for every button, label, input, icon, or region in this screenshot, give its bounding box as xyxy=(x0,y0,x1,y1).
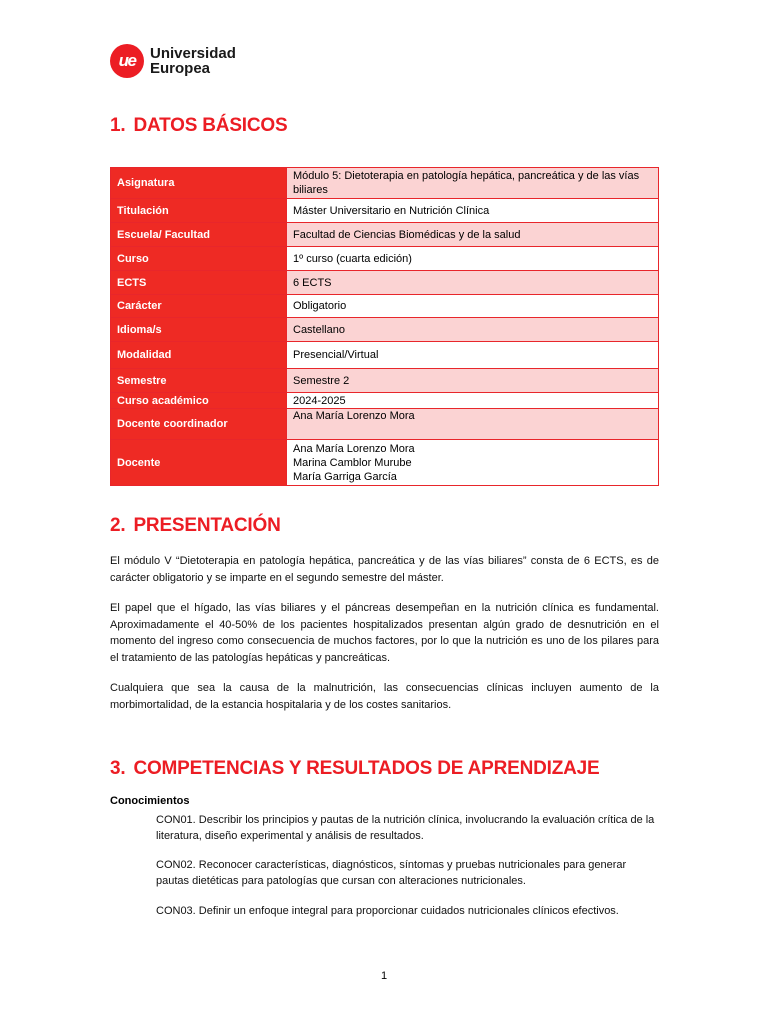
ue-logo-mark: ue xyxy=(110,44,144,78)
row-value: Castellano xyxy=(287,318,659,342)
section-number: 1. xyxy=(110,115,126,136)
section-title: COMPETENCIAS Y RESULTADOS DE APRENDIZAJE xyxy=(133,758,600,779)
competency-con01: CON01. Describir los principios y pautas de la nutrición clínica, involucrando la evaluación crítica de la literatura, diseño experimental y análisis de resultados. xyxy=(156,814,655,842)
row-value: 1º curso (cuarta edición) xyxy=(287,247,659,271)
section-number: 2. xyxy=(110,515,126,536)
row-value: Máster Universitario en Nutrición Clínica xyxy=(287,199,659,223)
row-label: Carácter xyxy=(111,295,287,318)
row-value-docentes xyxy=(287,440,659,486)
row-label: Docente xyxy=(111,440,287,486)
subsection-heading-conocimientos: Conocimientos xyxy=(110,795,190,807)
row-value: 6 ECTS xyxy=(287,271,659,295)
section-title: DATOS BÁSICOS xyxy=(133,115,288,136)
presentation-paragraph-2: El papel que el hígado, las vías biliares y el páncreas desempeñan en la nutrición clínica es fundamental. Aproximadamente el 40-50% de los pacientes hospitalizados presentan algún grado de desnutrición en el momento del ingreso como consecuencia de muchos factores, por lo que la nutrición es uno de los pilares para el tratamiento de las patologías hepáticas y pancreáticas. xyxy=(110,602,659,664)
docente-name: Ana María Lorenzo Mora xyxy=(293,442,415,455)
table-row xyxy=(111,440,659,486)
row-label: Modalidad xyxy=(111,342,287,369)
row-label: Semestre xyxy=(111,369,287,393)
table-row xyxy=(111,393,659,409)
row-label: Escuela/ Facultad xyxy=(111,223,287,247)
docente-name: María Garriga García xyxy=(293,470,397,483)
table-row xyxy=(111,409,659,440)
row-value: 2024-2025 xyxy=(287,393,659,409)
row-label: ECTS xyxy=(111,271,287,295)
competency-con03: CON03. Definir un enfoque integral para proporcionar cuidados nutricionales clínicos efectivos. xyxy=(156,905,619,917)
competency-con02: CON02. Reconocer características, diagnósticos, síntomas y pruebas nutricionales para generar pautas dietéticas para patologías que cursan con alteraciones nutricionales. xyxy=(156,859,627,887)
row-label: Curso xyxy=(111,247,287,271)
section-heading-datos-basicos xyxy=(110,115,287,137)
row-value: Ana María Lorenzo Mora xyxy=(287,409,659,440)
table-row xyxy=(111,199,659,223)
logo-line-1: Universidad xyxy=(150,44,236,62)
table-row xyxy=(111,271,659,295)
table-row xyxy=(111,342,659,369)
page-number: 1 xyxy=(380,970,388,982)
table-row xyxy=(111,247,659,271)
row-label: Curso académico xyxy=(111,393,287,409)
section-heading-competencias xyxy=(110,758,599,780)
row-value: Facultad de Ciencias Biomédicas y de la salud xyxy=(287,223,659,247)
row-label: Docente coordinador xyxy=(111,409,287,440)
presentation-paragraph-3: Cualquiera que sea la causa de la malnutrición, las consecuencias clínicas incluyen aumento de la morbimortalidad, de la estancia hospitalaria y de los costes sanitarios. xyxy=(110,682,659,711)
row-value: Presencial/Virtual xyxy=(287,342,659,369)
row-value: Obligatorio xyxy=(287,295,659,318)
logo-line-2: Europea xyxy=(150,59,211,77)
row-value: Módulo 5: Dietoterapia en patología hepática, pancreática y de las vías biliares xyxy=(287,168,659,199)
row-value: Semestre 2 xyxy=(287,369,659,393)
presentation-paragraph-1: El módulo V “Dietoterapia en patología hepática, pancreática y de las vías biliares” consta de 6 ECTS, es de carácter obligatorio y se imparte en el segundo semestre del máster. xyxy=(110,555,659,584)
row-label: Idioma/s xyxy=(111,318,287,342)
row-label: Asignatura xyxy=(111,168,287,199)
section-number: 3. xyxy=(110,758,126,779)
university-logo xyxy=(110,43,236,78)
table-row xyxy=(111,369,659,393)
table-row xyxy=(111,223,659,247)
logo-wordmark xyxy=(150,46,236,76)
row-label: Titulación xyxy=(111,199,287,223)
docente-name: Marina Camblor Murube xyxy=(293,456,412,469)
table-row xyxy=(111,318,659,342)
basic-data-table xyxy=(110,167,659,486)
section-heading-presentacion xyxy=(110,515,281,537)
table-row xyxy=(111,168,659,199)
table-row xyxy=(111,295,659,318)
section-title: PRESENTACIÓN xyxy=(133,515,281,536)
